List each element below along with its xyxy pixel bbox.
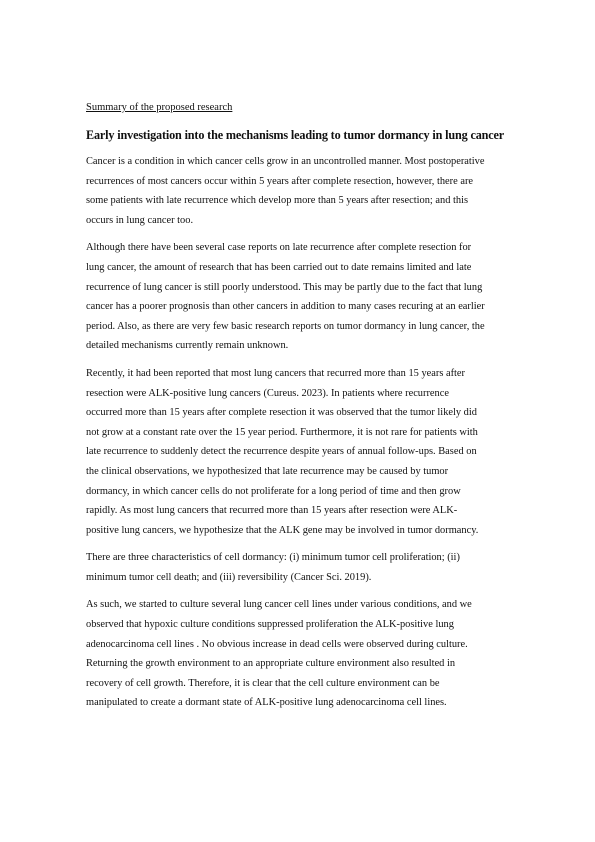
paragraph-line: lung cancer, the amount of research that has been carried out to date remains limited and late	[86, 261, 472, 273]
section-label: Summary of the proposed research	[86, 102, 233, 113]
paragraph-line: the clinical observations, we hypothesized that late recurrence may be caused by tumor	[86, 465, 449, 477]
paragraph-line: Recently, it had been reported that most lung cancers that recurred more than 15 years after	[86, 367, 466, 379]
paragraph-line: positive lung cancers, we hypothesize that the ALK gene may be involved in tumor dormancy.	[86, 524, 479, 536]
paragraph-line: dormancy, in which cancer cells do not proliferate for a long period of time and then grow	[86, 485, 461, 497]
document-body	[86, 101, 516, 721]
paragraph-line: detailed mechanisms currently remain unknown.	[86, 340, 289, 352]
paragraph-line: occurs in lung cancer too.	[86, 214, 194, 226]
paragraph-line: Although there have been several case reports on late recurrence after complete resection for	[86, 242, 472, 254]
paragraph-line: cancer has a poorer prognosis than other cancers in addition to many cases recuring at an earlier	[86, 301, 485, 313]
paragraph-line: As such, we started to culture several lung cancer cell lines under various conditions, and we	[86, 599, 472, 611]
paragraph-line: Returning the growth environment to an appropriate culture environment also resulted in	[86, 658, 456, 670]
paragraph-line: occurred more than 15 years after complete resection it was observed that the tumor likely did	[86, 407, 477, 419]
paragraph-line: some patients with late recurrence which develop more than 5 years after resection; and this	[86, 195, 468, 207]
paragraph-line: manipulated to create a dormant state of ALK-positive lung adenocarcinoma cell lines.	[86, 697, 447, 709]
paragraph-line: There are three characteristics of cell dormancy: (i) minimum tumor cell proliferation; (ii)	[86, 552, 460, 564]
paragraph-line: recurrences of most cancers occur within 5 years after complete resection, however, there are	[86, 175, 474, 187]
paragraph-line: adenocarcinoma cell lines . No obvious increase in dead cells were observed during culture.	[86, 638, 468, 650]
paragraph-hypothesis	[86, 364, 516, 540]
document-title: Early investigation into the mechanisms leading to tumor dormancy in lung cancer	[86, 128, 505, 142]
paragraph-experiments	[86, 595, 516, 713]
paragraph-line: period. Also, as there are very few basic research reports on tumor dormancy in lung cancer, the	[86, 320, 485, 332]
paragraph-line: Cancer is a condition in which cancer cells grow in an uncontrolled manner. Most postoperative	[86, 156, 485, 167]
paragraph-line: recurrence of lung cancer is still poorly understood. This may be partly due to the fact that lung	[86, 281, 483, 293]
paragraph-line: observed that hypoxic culture conditions suppressed proliferation the ALK-positive lung	[86, 619, 454, 631]
paragraph-line: rapidly. As most lung cancers that recurred more than 15 years after resection were ALK-	[86, 505, 458, 517]
paragraph-intro	[86, 152, 516, 230]
paragraph-line: late recurrence to suddenly detect the recurrence despite years of annual follow-ups. Based on	[86, 446, 477, 458]
paragraph-line: recovery of cell growth. Therefore, it is clear that the cell culture environment can be	[86, 677, 440, 689]
paragraph-characteristics	[86, 548, 516, 587]
paragraph-line: minimum tumor cell death; and (iii) reversibility (Cancer Sci. 2019).	[86, 571, 372, 583]
paragraph-line: not grow at a constant rate over the 15 year period. Furthermore, it is not rare for patients with	[86, 426, 478, 438]
paragraph-line: resection were ALK-positive lung cancers (Cureus. 2023). In patients where recurrence	[86, 387, 449, 399]
paragraph-background	[86, 238, 516, 356]
